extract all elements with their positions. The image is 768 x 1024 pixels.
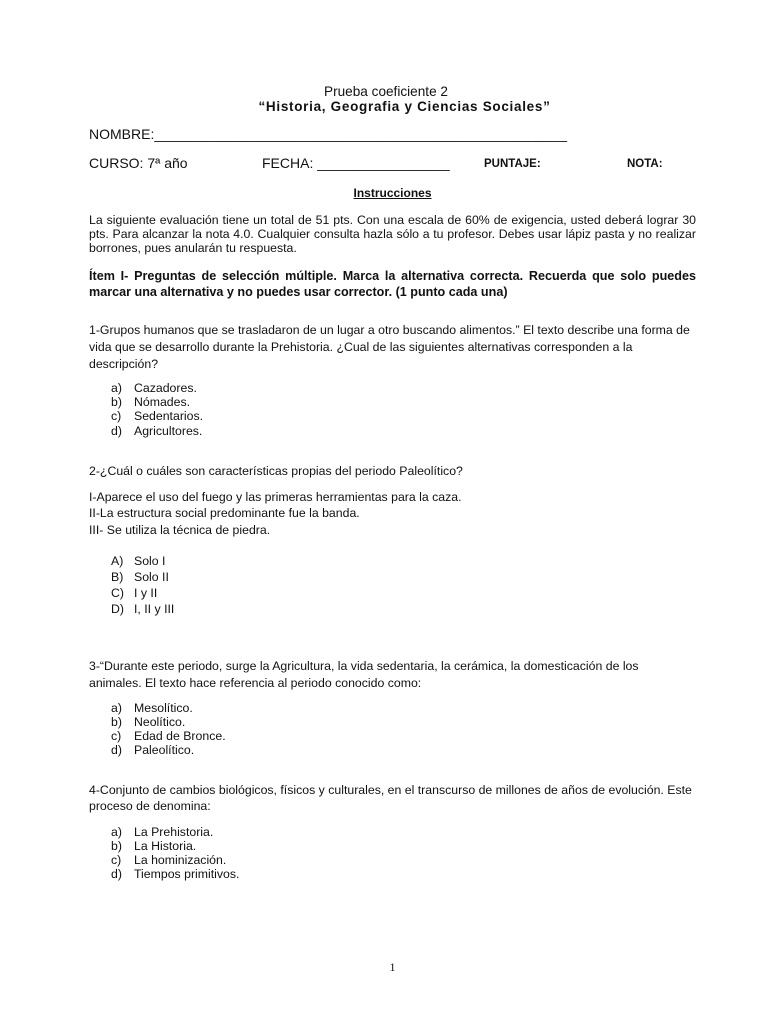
question-4-option-a — [0, 825, 768, 839]
option-text: Neolítico. — [134, 715, 186, 729]
date-field — [262, 155, 450, 171]
instructions-heading: Instrucciones — [353, 186, 432, 200]
question-3-option-d — [0, 743, 768, 757]
option-text: I, II y III — [134, 602, 175, 616]
option-text: Solo I — [134, 554, 166, 568]
name-blank-line: _____________________________________________________ — [154, 126, 568, 142]
question-3-prompt-line: animales. El texto hace referencia al periodo conocido como: — [89, 676, 422, 690]
question-2-option-c — [0, 586, 768, 600]
option-letter: d) — [111, 867, 122, 881]
option-letter: c) — [111, 853, 122, 867]
option-text: Cazadores. — [134, 381, 197, 395]
option-letter: b) — [111, 395, 122, 409]
option-letter: B) — [111, 570, 124, 584]
instructions-line: pts. Para alcanzar la nota 4.0. Cualquier consulta hazla sólo a tu profesor. Debes usar lápiz pasta y no realizar — [89, 227, 696, 241]
question-3-option-b — [0, 715, 768, 729]
question-2-statement: II-La estructura social predominante fue la banda. — [89, 506, 360, 520]
subject-title: “Historia, Geografia y Ciencias Sociales” — [258, 99, 551, 114]
option-letter: d) — [111, 424, 122, 438]
question-2-statement: III- Se utiliza la técnica de piedra. — [89, 523, 271, 537]
option-letter: c) — [111, 729, 122, 743]
option-text: Sedentarios. — [134, 409, 204, 423]
question-1-option-a — [0, 381, 768, 395]
test-name: Prueba coeficiente 2 — [324, 84, 448, 99]
question-3-option-c — [0, 729, 768, 743]
question-1-option-c — [0, 409, 768, 423]
option-text: Edad de Bronce. — [134, 729, 226, 743]
question-2-prompt-line: 2-¿Cuál o cuáles son características propias del periodo Paleolítico? — [89, 464, 463, 478]
question-4-prompt-line: proceso de denomina: — [89, 799, 211, 813]
option-text: Mesolítico. — [134, 701, 193, 715]
question-1-prompt-line: vida que se desarrollo durante la Prehistoria. ¿Cual de las siguientes alternativas corresponden a la — [89, 340, 633, 354]
course-label: CURSO: 7ª año — [89, 155, 188, 171]
option-text: La hominización. — [134, 853, 227, 867]
question-1-option-b — [0, 395, 768, 409]
item-heading-line: Ítem I- Preguntas de selección múltiple. Marca la alternativa correcta. Recuerda que solo puedes — [89, 269, 696, 283]
option-text: La Prehistoria. — [134, 825, 214, 839]
option-letter: A) — [111, 554, 124, 568]
option-text: Agricultores. — [134, 424, 203, 438]
option-letter: C) — [111, 586, 124, 600]
question-3-prompt-line: 3-“Durante este periodo, surge la Agricultura, la vida sedentaria, la cerámica, la domesticación de los — [89, 659, 639, 673]
question-4-option-c — [0, 853, 768, 867]
option-letter: a) — [111, 701, 122, 715]
option-letter: c) — [111, 409, 122, 423]
question-4-prompt-line: 4-Conjunto de cambios biológicos, físicos y culturales, en el transcurso de millones de años de evolución. Este — [89, 783, 692, 797]
question-1-prompt-line: 1-Grupos humanos que se trasladaron de un lugar a otro buscando alimentos.” El texto describe una forma de — [89, 323, 690, 337]
question-2-option-d — [0, 602, 768, 616]
option-letter: D) — [111, 602, 124, 616]
question-4-option-b — [0, 839, 768, 853]
question-2-option-b — [0, 570, 768, 584]
student-name-field — [89, 126, 567, 142]
question-3-option-a — [0, 701, 768, 715]
question-1-option-d — [0, 424, 768, 438]
question-2-statement: I-Aparece el uso del fuego y las primeras herramientas para la caza. — [89, 490, 462, 504]
instructions-line: borrones, pues anularán tu respuesta. — [89, 241, 297, 255]
option-letter: d) — [111, 743, 122, 757]
option-text: Solo II — [134, 570, 169, 584]
date-blank-line: _________________ — [317, 155, 450, 171]
question-1-prompt-line: descripción? — [89, 357, 159, 371]
instructions-line: La siguiente evaluación tiene un total de 51 pts. Con una escala de 60% de exigencia, usted deberá lograr 30 — [89, 213, 696, 227]
name-label: NOMBRE: — [89, 126, 155, 142]
item-heading-line: marcar una alternativa y no puedes usar corrector. (1 punto cada una) — [89, 285, 508, 299]
option-letter: b) — [111, 715, 122, 729]
question-2-option-a — [0, 554, 768, 568]
option-text: Nómades. — [134, 395, 191, 409]
option-text: Paleolítico. — [134, 743, 195, 757]
grade-label: NOTA: — [627, 158, 663, 170]
option-letter: b) — [111, 839, 122, 853]
option-letter: a) — [111, 381, 122, 395]
option-text: Tiempos primitivos. — [134, 867, 240, 881]
date-label: FECHA: — [262, 155, 314, 171]
question-4-option-d — [0, 867, 768, 881]
option-text: I y II — [134, 586, 158, 600]
option-letter: a) — [111, 825, 122, 839]
page-number: 1 — [389, 960, 396, 974]
score-label: PUNTAJE: — [484, 158, 541, 170]
option-text: La Historia. — [134, 839, 197, 853]
